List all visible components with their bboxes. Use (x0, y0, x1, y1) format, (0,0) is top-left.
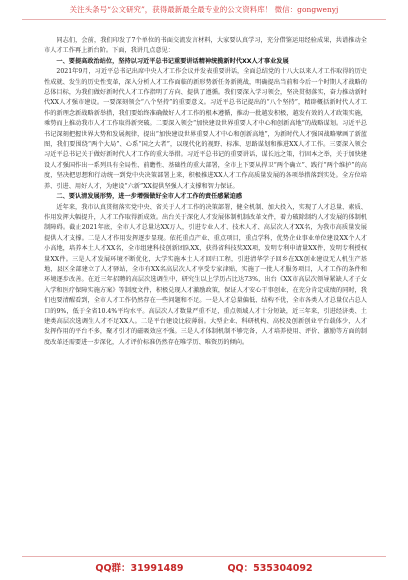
footer (0, 558, 408, 576)
section-heading-1: 一、要提高政治站位，坚持以习近平总书记重要讲话精神统揽新时代XX人才事业发展 (56, 57, 289, 65)
banner-text: 关注头条号“公文研究”，获得最新最全最专业的公文资料库！ 微信：gongwenyj (69, 5, 339, 14)
section-2-paragraph: 近年来，我市认真贯彻落实党中央、省关于人才工作的决策部署，健全机制、加大投入，实现了人才总量、素质、作用发挥大幅提升，人才工作取得新成效。出台关于深化人才发展体制机制改革文件，着力破除制约人才发展的体制机制障碍。截止2021年底，全市人才总量达XX万人，引进专业人才、技术人才、高层次人才XX名，为我市高质量发展提供人才支撑。二是人才作用发挥逐步显现。依托重点产业、重点项目，重点学科，优势企业事业单位建设XX个人才小高地，培养本土人才XX名，全市组建科技创新团队XX，获得省科技奖XX项，发明专利申请量XX件，发明专利授权量XX件。三是人才发展环境不断优化，大学实施本土人才回归工程，引进清华学子回乡在XX创业建设无人机生产基地，县区全部建立了人才驿站，全市有XX名高层次人才享受专家津贴，实施了一批人才服务项目，人才工作的条件和环境逐步改善。在近三年招聘的高层次选调生中，研究生以上学历占比达73%，出台《XX市高层次领导紧缺人才子女入学和医疗保障实施方案》等制度文件，积极兑现人才激励政策，保证人才安心干事创业，在充分肯定成绩的同时，我们也要清醒看到，全市人才工作仍然存在一些问题和不足。一是人才总量偏低、结构不优，全市各类人才总量仅占总人口的9%，低于全省10.4%平均水平。高层次人才数量严重不足，重点领域人才十分短缺，近三年来，引进经济类、土建类高层次选调生人才不足XX人。二是平台建设比较薄弱。大型企业、科研机构、高校及创新创业平台载体少，人才发挥作用的平台不多，聚才引才的磁吸效应不强。三是人才体制机制不够完备，人才培养使用、评价、激励等方面的制度改革还需要进一步深化，人才评价标准仍然存在唯学历、唯资历的倾向。 (44, 203, 367, 346)
section-heading-2: 二、要认清发展形势，进一步增强做好全市人才工作的责任感紧迫感 (56, 193, 243, 201)
qq-group-text: QQ群：31991489 (95, 563, 184, 574)
section-1-paragraph: 2021年9月，习近平总书记出席中央人才工作会议并发表重要讲话，全面总结党的十八大以来人才工作取得的历史性成就、发生的历史性变革，深入分析人才工作面临的新形势新任务新挑战，明确提出当前和今后一个时期人才战略的总体目标，为我们做好新时代人才工作指明了方向、提供了遵循。我们要深入学习领会，坚决贯彻落实，奋力推动新时代XX人才强市建设。一要深刻领会“八个坚持”的重要意义。习近平总书记提出的“八个坚持”，精辟概括新时代人才工作的新理念新战略新举措，我们要始终准确做好人才工作的根本遵循，推动一批越发积极，越发有效的人才政策实施，乘势而上推动我市人才工作取得新突破。二要深入领会“加快建设世界重要人才中心和创新高地”的战略谋划。习近平总书记深刻把握世界大势和发展规律，提出“加快建设世界重要人才中心和创新高地”，为新时代人才强国战略擘画了新蓝图，我们要围绕“两个大局”、心系“国之大者”，以现代化的视野、标准、思路谋划和推进XX人才工作。三要深入领会习近平总书记关于做好新时代人才工作的重大举措。习近平总书记的重要讲话，谋长远之策，行固本之举，关于加快建设人才强国作出一系列具有全局性、前瞻性、基础性的重大部署，全市上下要从捍卫“两个确立”、践行“两个维护”的高度，坚决把思想和行动统一到党中央决策部署上来，积极推进XX人才工作高质量发展的各项举措落到实处。全方位培养、引进、用好人才，为建设“六新”XX提供坚强人才支撑和智力保证。 (44, 68, 367, 190)
document-body (44, 36, 367, 536)
top-banner (0, 0, 408, 24)
qq-text: QQ：535304092 (227, 563, 313, 574)
footer-divider (22, 556, 386, 557)
opening-paragraph: 同志们，会前，我们印发了7个单位的书面交流发言材料，大家要认真学习，充分借鉴运用经验成果，共谱推动全市人才工作再上新台阶。下面，我讲几点意见： (44, 37, 367, 55)
header-divider (22, 19, 386, 20)
